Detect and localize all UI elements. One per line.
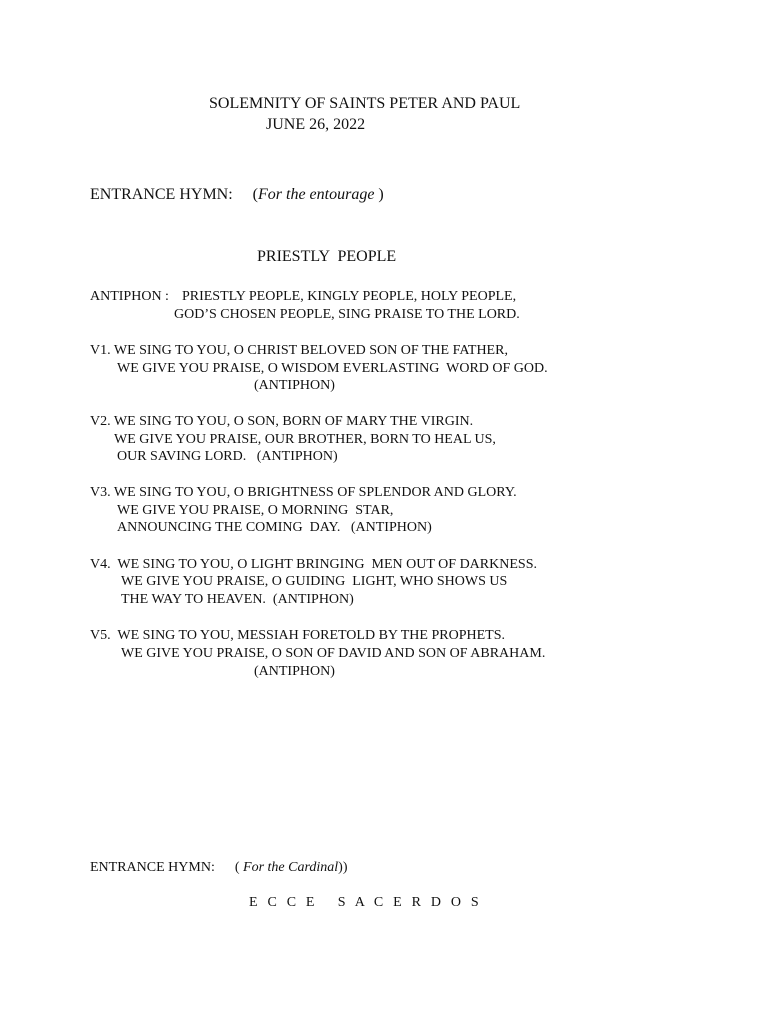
- antiphon-label: ANTIPHON :: [90, 289, 169, 304]
- verse-2-line-3: OUR SAVING LORD. (ANTIPHON): [117, 449, 338, 464]
- verse-2-line-1: V2. WE SING TO YOU, O SON, BORN OF MARY THE VIRGIN.: [90, 414, 474, 429]
- entrance-hymn-2-close-paren: )): [338, 860, 348, 875]
- antiphon-line-2: GOD’S CHOSEN PEOPLE, SING PRAISE TO THE LORD.: [174, 307, 520, 322]
- verse-3-line-3: ANNOUNCING THE COMING DAY. (ANTIPHON): [117, 520, 432, 535]
- entrance-hymn-note: For the entourage: [258, 186, 375, 203]
- entrance-hymn-heading: [90, 187, 384, 203]
- entrance-hymn-2-heading: [90, 861, 348, 875]
- verse-1-line-1: V1. WE SING TO YOU, O CHRIST BELOVED SON OF THE FATHER,: [90, 343, 508, 358]
- antiphon-line-1: [90, 290, 516, 304]
- verse-4-line-1: V4. WE SING TO YOU, O LIGHT BRINGING MEN OUT OF DARKNESS.: [90, 557, 537, 572]
- document-title: SOLEMNITY OF SAINTS PETER AND PAUL: [209, 95, 521, 112]
- verse-2-line-2: WE GIVE YOU PRAISE, OUR BROTHER, BORN TO HEAL US,: [114, 432, 496, 447]
- verse-5-line-1: V5. WE SING TO YOU, MESSIAH FORETOLD BY THE PROPHETS.: [90, 628, 505, 643]
- verse-4-line-2: WE GIVE YOU PRAISE, O GUIDING LIGHT, WHO SHOWS US: [121, 574, 508, 589]
- entrance-hymn-close-paren: ): [374, 186, 384, 203]
- entrance-hymn-label: ENTRANCE HYMN:: [90, 186, 233, 203]
- verse-3-line-2: WE GIVE YOU PRAISE, O MORNING STAR,: [117, 503, 394, 518]
- entrance-hymn-open-paren: (: [252, 186, 258, 203]
- verse-4-line-3: THE WAY TO HEAVEN. (ANTIPHON): [121, 592, 354, 607]
- verse-5-line-3: (ANTIPHON): [254, 664, 335, 679]
- entrance-hymn-2-label: ENTRANCE HYMN:: [90, 860, 215, 875]
- verse-1-line-3: (ANTIPHON): [254, 378, 335, 393]
- verse-3-line-1: V3. WE SING TO YOU, O BRIGHTNESS OF SPLENDOR AND GLORY.: [90, 485, 517, 500]
- verse-1-line-2: WE GIVE YOU PRAISE, O WISDOM EVERLASTING WORD OF GOD.: [117, 361, 548, 376]
- entrance-hymn-2-open-paren: (: [234, 860, 244, 875]
- antiphon-text-1: PRIESTLY PEOPLE, KINGLY PEOPLE, HOLY PEOPLE,: [181, 289, 517, 304]
- verse-5-line-2: WE GIVE YOU PRAISE, O SON OF DAVID AND SON OF ABRAHAM.: [121, 646, 546, 661]
- document-date: JUNE 26, 2022: [266, 116, 366, 133]
- hymn-2-title: E C C E S A C E R D O S: [249, 895, 482, 910]
- entrance-hymn-2-note: For the Cardinal: [243, 860, 339, 875]
- hymn-title: PRIESTLY PEOPLE: [257, 248, 397, 265]
